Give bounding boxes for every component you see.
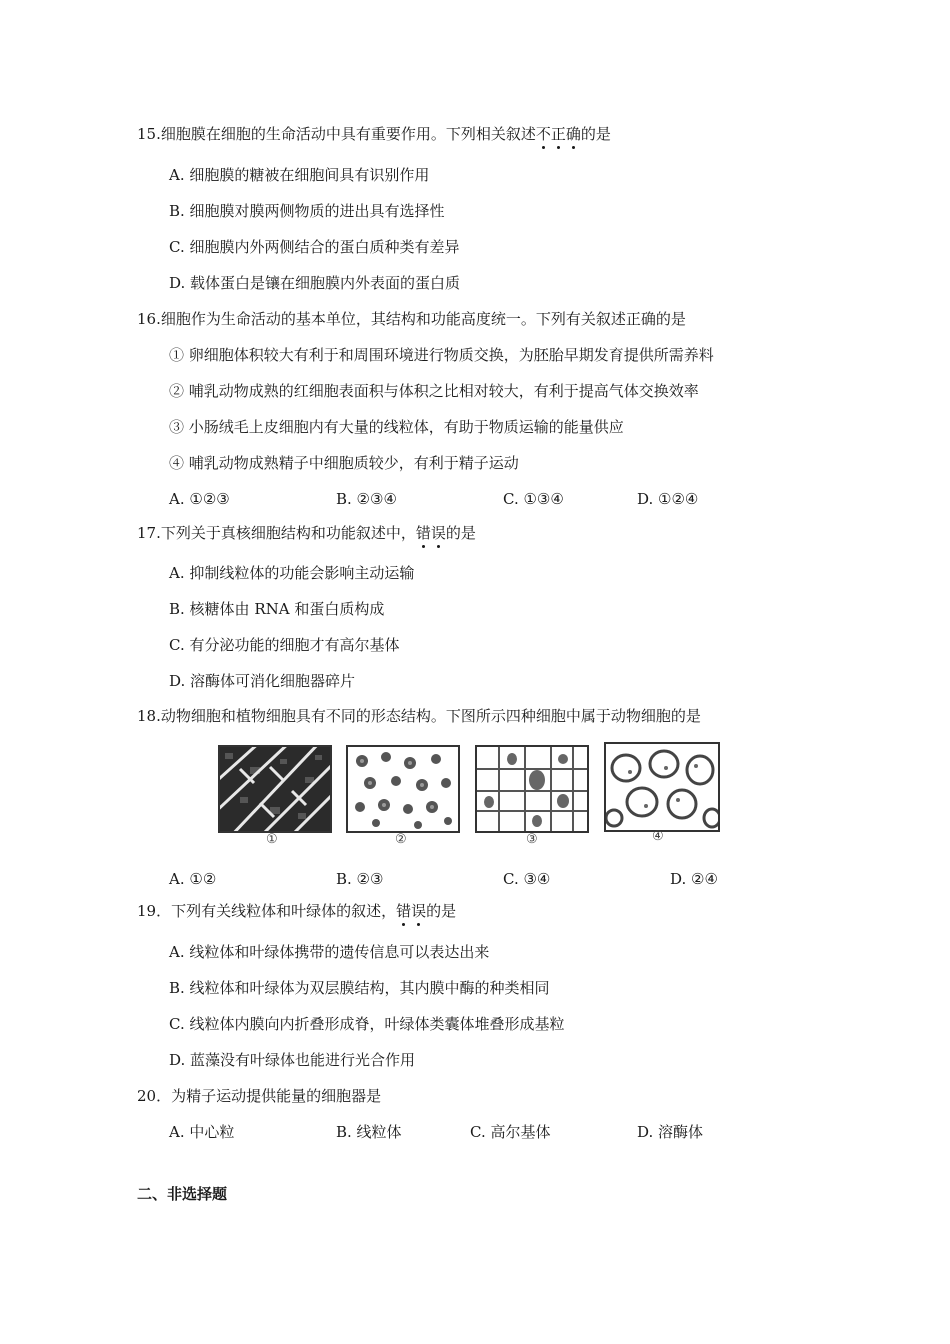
- q16-choice-d: D. ①②④: [637, 490, 699, 508]
- q20-choice-d: D. 溶酶体: [637, 1123, 704, 1141]
- cell-figure-4: [604, 742, 720, 832]
- q16-item-3: ③ 小肠绒毛上皮细胞内有大量的线粒体，有助于物质运输的能量供应: [169, 418, 624, 436]
- section-heading: 二、非选择题: [137, 1185, 228, 1203]
- q17-option-a: A. 抑制线粒体的功能会影响主动运输: [169, 564, 415, 582]
- q15-stem: 15.细胞膜在细胞的生命活动中具有重要作用。下列相关叙述不正确的是: [137, 125, 611, 143]
- q15-option-b: B. 细胞膜对膜两侧物质的进出具有选择性: [169, 202, 445, 220]
- q16-item-1: ① 卵细胞体积较大有利于和周围环境进行物质交换，为胚胎早期发育提供所需养料: [169, 346, 714, 364]
- q18-choice-a: A. ①②: [169, 870, 217, 888]
- q19-option-d: D. 蓝藻没有叶绿体也能进行光合作用: [169, 1051, 416, 1069]
- q16-choice-b: B. ②③④: [336, 490, 397, 508]
- q20-stem: 20．为精子运动提供能量的细胞器是: [137, 1087, 382, 1105]
- q20-choice-a: A. 中心粒: [169, 1123, 235, 1141]
- q15-option-a: A. 细胞膜的糖被在细胞间具有识别作用: [169, 166, 430, 184]
- q15-option-c: C. 细胞膜内外两侧结合的蛋白质种类有差异: [169, 238, 460, 256]
- q19-stem: 19．下列有关线粒体和叶绿体的叙述，错误的是: [137, 902, 457, 920]
- q16-choice-c: C. ①③④: [503, 490, 564, 508]
- q20-choice-b: B. 线粒体: [336, 1123, 402, 1141]
- cell-figure-4-label: ④: [652, 829, 664, 844]
- q19-option-c: C. 线粒体内膜向内折叠形成脊，叶绿体类囊体堆叠形成基粒: [169, 1015, 565, 1033]
- cell-figure-3-label: ③: [526, 832, 538, 847]
- cell-figure-2-label: ②: [395, 832, 407, 847]
- q18-stem: 18.动物细胞和植物细胞具有不同的形态结构。下图所示四种细胞中属于动物细胞的是: [137, 707, 701, 725]
- q16-item-4: ④ 哺乳动物成熟精子中细胞质较少，有利于精子运动: [169, 454, 519, 472]
- cell-figure-2: [346, 745, 460, 833]
- cell-figure-1-label: ①: [266, 832, 278, 847]
- q18-choice-d: D. ②④: [670, 870, 718, 888]
- q17-option-c: C. 有分泌功能的细胞才有高尔基体: [169, 636, 400, 654]
- q17-option-b: B. 核糖体由 RNA 和蛋白质构成: [169, 600, 385, 618]
- q20-choice-c: C. 高尔基体: [470, 1123, 551, 1141]
- q16-choice-a: A. ①②③: [169, 490, 230, 508]
- cell-figure-1: [218, 745, 332, 833]
- cell-figure-3: [475, 745, 589, 833]
- q16-stem: 16.细胞作为生命活动的基本单位，其结构和功能高度统一。下列有关叙述正确的是: [137, 310, 686, 328]
- q18-choice-c: C. ③④: [503, 870, 551, 888]
- q17-option-d: D. 溶酶体可消化细胞器碎片: [169, 672, 356, 690]
- q17-stem: 17.下列关于真核细胞结构和功能叙述中，错误的是: [137, 524, 476, 542]
- q18-choice-b: B. ②③: [336, 870, 384, 888]
- q19-option-a: A. 线粒体和叶绿体携带的遗传信息可以表达出来: [169, 943, 490, 961]
- q15-option-d: D. 载体蛋白是镶在细胞膜内外表面的蛋白质: [169, 274, 461, 292]
- q19-option-b: B. 线粒体和叶绿体为双层膜结构，其内膜中酶的种类相同: [169, 979, 550, 997]
- q16-item-2: ② 哺乳动物成熟的红细胞表面积与体积之比相对较大，有利于提高气体交换效率: [169, 382, 699, 400]
